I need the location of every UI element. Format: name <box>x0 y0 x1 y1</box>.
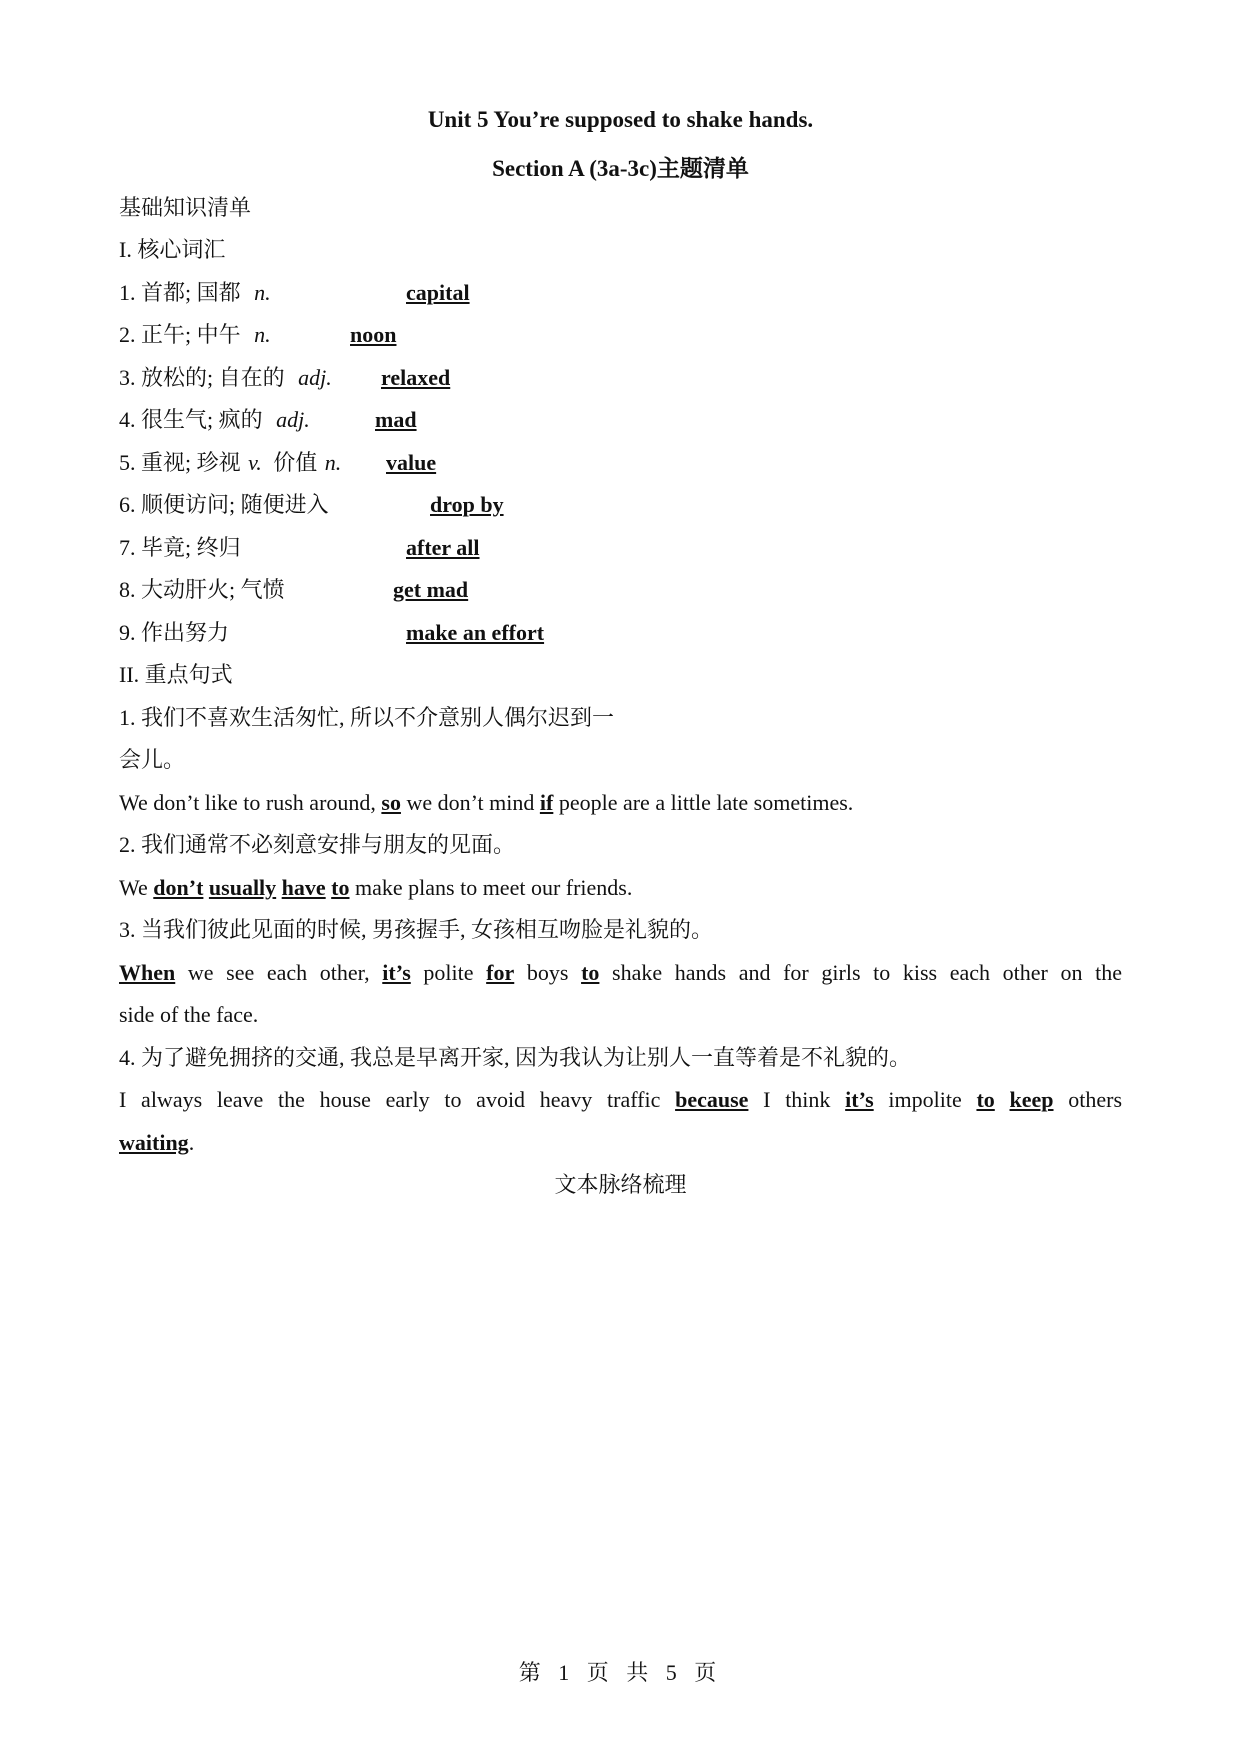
sentence-4-chinese: 4. 为了避免拥挤的交通, 我总是早离开家, 因为我认为让别人一直等着是不礼貌的。 <box>119 1045 912 1070</box>
answer-blank: to <box>331 875 350 900</box>
vocab-number: 7. <box>119 535 136 560</box>
vocab-item <box>119 320 271 350</box>
vocab-pos: n. <box>254 322 271 347</box>
vocab-chinese: 重视; 珍视 <box>141 450 241 475</box>
vocab-chinese: 顺便访问; 随便进入 <box>141 492 329 517</box>
answer-blank: it’s <box>845 1087 874 1112</box>
vocab-chinese: 作出努力 <box>141 620 230 645</box>
vocab-chinese: 首都; 国都 <box>141 280 241 305</box>
vocab-answer: noon <box>350 322 397 347</box>
vocab-chinese: 放松的; 自在的 <box>141 365 285 390</box>
text-structure-heading: 文本脉络梳理 <box>554 1172 687 1197</box>
vocab-chinese: 正午; 中午 <box>141 322 241 347</box>
vocab-item <box>119 575 285 605</box>
sentence-2-chinese: 2. 我们通常不必刻意安排与朋友的见面。 <box>119 832 516 857</box>
sentence-4-english: I always leave the house early to avoid heavy traffic because I think it’s impolite to keep others <box>119 1087 1123 1112</box>
sentence-1-chinese-cont: 会儿。 <box>119 747 186 772</box>
answer-blank: to <box>581 960 600 985</box>
vocab-answer: relaxed <box>381 365 451 390</box>
answer-blank: it’s <box>382 960 411 985</box>
vocab-number: 4. <box>119 407 136 432</box>
sentence-4-english-cont: waiting. <box>119 1130 195 1155</box>
vocab-answer: after all <box>406 535 480 560</box>
answer-blank: to <box>976 1087 995 1112</box>
vocab-answer: mad <box>375 407 417 432</box>
vocab-chinese-2: 价值 <box>273 450 318 475</box>
vocab-item <box>119 618 229 648</box>
vocab-number: 9. <box>119 620 136 645</box>
vocab-answer: drop by <box>430 492 504 517</box>
vocab-number: 2. <box>119 322 136 347</box>
vocab-item <box>119 533 241 563</box>
document-subtitle: Section A (3a-3c)主题清单 <box>492 156 749 181</box>
vocab-answer: make an effort <box>406 620 545 645</box>
basic-knowledge-heading: 基础知识清单 <box>119 195 252 220</box>
answer-blank: if <box>539 790 554 815</box>
vocab-answer: get mad <box>393 577 469 602</box>
answer-blank: have <box>281 875 326 900</box>
vocab-pos: adj. <box>276 407 310 432</box>
vocab-pos: n. <box>254 280 271 305</box>
sentence-2-english: We don’t usually have to make plans to meet our friends. <box>119 875 633 900</box>
sentence-3-english-cont: side of the face. <box>119 1002 259 1027</box>
vocab-item <box>119 278 271 308</box>
vocab-chinese: 很生气; 疯的 <box>141 407 263 432</box>
vocab-number: 1. <box>119 280 136 305</box>
vocab-heading: I. 核心词汇 <box>119 237 226 262</box>
vocab-chinese: 毕竟; 终归 <box>141 535 241 560</box>
document-title: Unit 5 You’re supposed to shake hands. <box>427 107 814 132</box>
sentence-1-english: We don’t like to rush around, so we don’t mind if people are a little late sometimes. <box>119 790 854 815</box>
page-footer: 第 1 页 共 5 页 <box>518 1660 723 1685</box>
answer-blank: When <box>119 960 176 985</box>
vocab-item <box>119 490 329 520</box>
answer-blank: don’t <box>153 875 204 900</box>
vocab-number: 8. <box>119 577 136 602</box>
sentence-3-english: When we see each other, it’s polite for boys to shake hands and for girls to kiss each other on the <box>119 960 1123 985</box>
vocab-pos: v. <box>248 450 262 475</box>
vocab-pos-2: n. <box>324 450 342 475</box>
vocab-item <box>119 448 341 478</box>
vocab-answer: capital <box>406 280 470 305</box>
sentence-1-chinese: 1. 我们不喜欢生活匆忙, 所以不介意别人偶尔迟到一 <box>119 705 615 730</box>
vocab-number: 6. <box>119 492 136 517</box>
sentence-heading: II. 重点句式 <box>119 662 233 687</box>
vocab-item <box>119 405 310 435</box>
answer-blank: for <box>486 960 515 985</box>
vocab-number: 5. <box>119 450 136 475</box>
answer-blank: because <box>675 1087 749 1112</box>
vocab-answer: value <box>386 450 437 475</box>
vocab-number: 3. <box>119 365 136 390</box>
vocab-chinese: 大动肝火; 气愤 <box>141 577 285 602</box>
vocab-item <box>119 363 332 393</box>
answer-blank: keep <box>1009 1087 1054 1112</box>
vocab-pos: adj. <box>298 365 332 390</box>
sentence-3-chinese: 3. 当我们彼此见面的时候, 男孩握手, 女孩相互吻脸是礼貌的。 <box>119 917 714 942</box>
answer-blank: so <box>381 790 401 815</box>
answer-blank: waiting <box>119 1130 189 1155</box>
answer-blank: usually <box>208 875 277 900</box>
